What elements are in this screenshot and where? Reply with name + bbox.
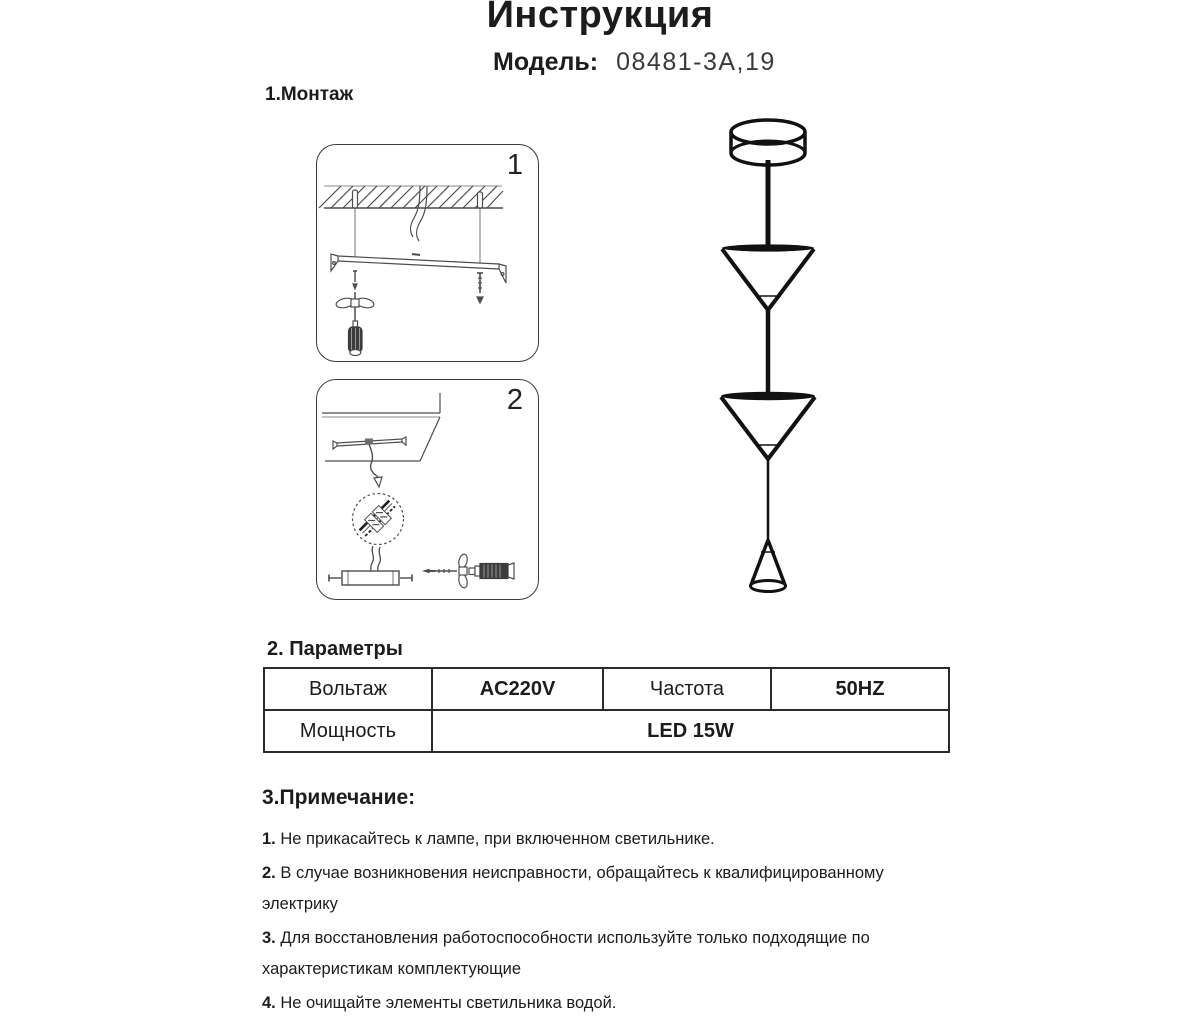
parameters-table <box>263 667 950 753</box>
note-item-3 <box>262 923 952 985</box>
power-value-cell: LED 15W <box>432 710 949 752</box>
wiring-connection-diagram <box>317 380 538 599</box>
pendant-lamp-illustration <box>655 108 885 608</box>
note-text: В случае возникновения неисправности, обращайтесь к квалифицированному электрику <box>262 864 884 913</box>
model-value: 08481-3A,19 <box>616 48 776 76</box>
power-label-cell: Мощность <box>264 710 432 752</box>
note-number: 3. <box>262 929 276 947</box>
note-item-1 <box>262 824 952 855</box>
step-number-1: 1 <box>506 149 523 181</box>
voltage-value-cell: AC220V <box>432 668 603 710</box>
page-title: Инструкция <box>486 0 714 36</box>
frequency-label-cell: Частота <box>603 668 771 710</box>
table-row <box>264 668 949 710</box>
note-number: 4. <box>262 994 276 1012</box>
voltage-label-cell: Вольтаж <box>264 668 432 710</box>
frequency-value-cell: 50HZ <box>771 668 949 710</box>
table-row <box>264 710 949 752</box>
note-text: Не прикасайтесь к лампе, при включенном светильнике. <box>280 830 715 848</box>
note-text: Для восстановления работоспособности используйте только подходящие по характеристикам комплектующие <box>262 929 870 978</box>
section-heading-notes: 3.Примечание: <box>262 786 416 809</box>
mounting-bracket-diagram <box>317 145 538 361</box>
figure-box-step1 <box>316 144 539 362</box>
note-text: Не очищайте элементы светильника водой. <box>280 994 617 1012</box>
section-heading-montage: 1.Монтаж <box>265 84 354 105</box>
note-number: 1. <box>262 830 276 848</box>
note-item-2 <box>262 858 952 920</box>
note-item-4 <box>262 988 952 1019</box>
section-heading-parameters: 2. Параметры <box>267 638 403 660</box>
step-number-2: 2 <box>506 384 523 416</box>
note-number: 2. <box>262 864 276 882</box>
model-label: Модель: <box>493 48 599 76</box>
model-line <box>493 48 776 77</box>
figure-box-step2 <box>316 379 539 600</box>
notes-list <box>262 824 952 1022</box>
